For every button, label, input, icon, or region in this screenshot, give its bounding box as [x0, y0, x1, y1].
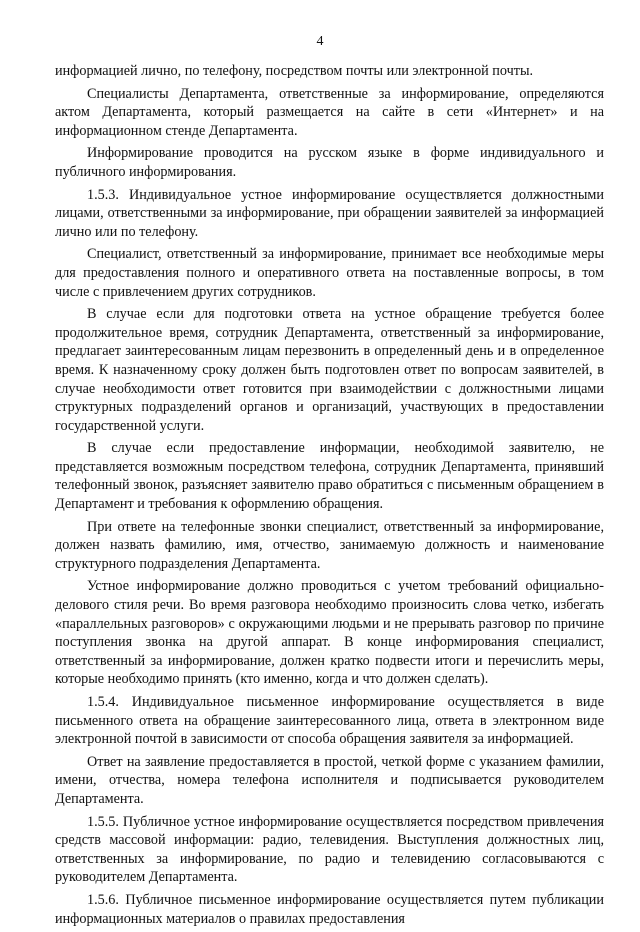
paragraph-continuation: информацией лично, по телефону, посредством почты или электронной почты. — [55, 63, 534, 79]
paragraph-language: Информирование проводится на русском языке в форме индивидуального и публичного информирования. — [55, 145, 604, 180]
paragraph-phone-impossible: В случае если предоставление информации, необходимой заявителю, не представляется возможным посредством телефона, сотрудник Департамента, принявший телефонный звонок, разъясняет заявителю право обратиться с письменным обращением в Департамент и требования к оформлению обращения. — [55, 440, 604, 513]
paragraph-specialist-measures: Специалист, ответственный за информирование, принимает все необходимые меры для предоставления полного и оперативного ответа на поставленные вопросы, в том числе с привлечением других сотрудников. — [55, 246, 604, 300]
paragraph-specialists: Специалисты Департамента, ответственные за информирование, определяются актом Департамента, который размещается на сайте в сети «Интернет» и на информационном стенде Департамента. — [55, 85, 604, 139]
paragraph-oral-style: Устное информирование должно проводиться с учетом требований официально-делового стиля речи. Во время разговора необходимо произносить слова четко, избегать «параллельных разговоров» с окружающими людьми и не прерывать разговор по причине поступления звонка на другой аппарат. В конце информирования специалист, ответственный за информирование, должен кратко подвести итоги и перечислить меры, которые необходимо принять (кто именно, когда и что должен сделать). — [55, 578, 604, 688]
page-number: 4 — [316, 34, 324, 49]
paragraph-reply-form: Ответ на заявление предоставляется в простой, четкой форме с указанием фамилии, имени, отчества, номера телефона исполнителя и подписывается руководителем Департамента. — [55, 753, 604, 807]
paragraph-1-5-3: 1.5.3. Индивидуальное устное информирование осуществляется должностными лицами, ответственными за информирование, при обращении заявителей за информацией лично или по телефону. — [55, 186, 604, 240]
paragraph-1-5-5: 1.5.5. Публичное устное информирование осуществляется посредством привлечения средств массовой информации: радио, телевидения. Выступления должностных лиц, ответственных за информирование, по радио и телевидению согласовываются с руководителем Департамента. — [55, 813, 604, 886]
paragraph-1-5-6: 1.5.6. Публичное письменное информирование осуществляется путем публикации информационных материалов о правилах предоставления — [55, 891, 604, 927]
paragraph-1-5-4: 1.5.4. Индивидуальное письменное информирование осуществляется в виде письменного ответа на обращение заинтересованного лица, ответа в электронном виде электронной почтой в зависимости от способа обращения заявителя за информацией. — [55, 694, 604, 748]
paragraph-phone-answer: При ответе на телефонные звонки специалист, ответственный за информирование, должен назвать фамилию, имя, отчество, занимаемую должность и наименование структурного подразделения Департамента. — [55, 518, 604, 572]
document-body — [55, 62, 604, 932]
paragraph-longer-time: В случае если для подготовки ответа на устное обращение требуется более продолжительное время, сотрудник Департамента, ответственный за информирование, предлагает заинтересованным лицам перезвонить в определенный день и в определенное время. К назначенному сроку должен быть подготовлен ответ по вопросам заявителей, в случае необходимости ответ готовится при взаимодействии с должностными лицами структурных подразделений органов и организаций, участвующих в предоставлении государственной услуги. — [55, 306, 604, 434]
